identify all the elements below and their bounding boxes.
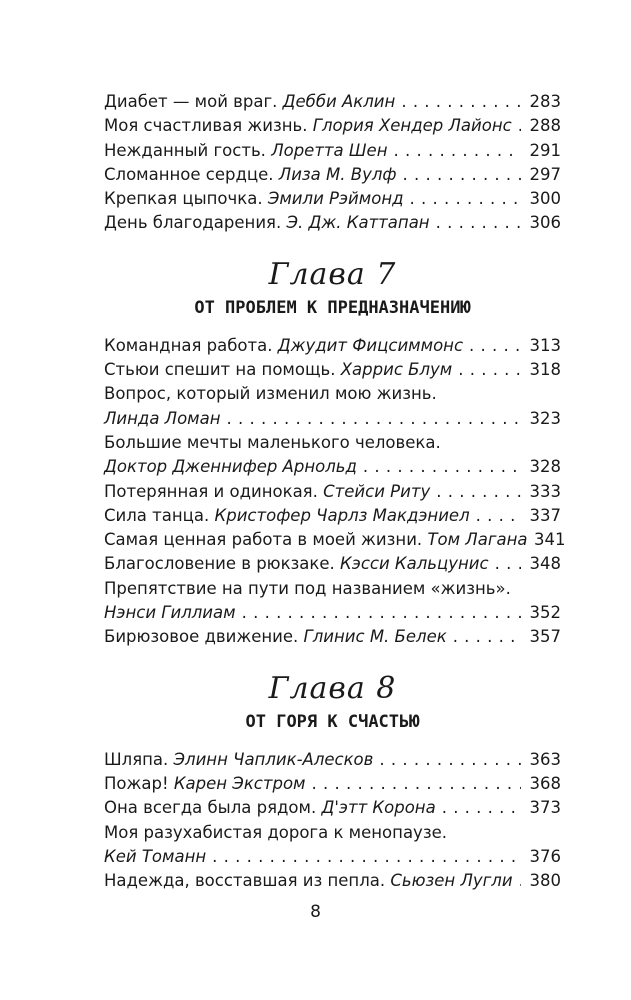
toc-entry	[104, 431, 561, 480]
entry-author: Дебби Аклин	[282, 92, 396, 111]
entry-author: Джудит Фицсиммонс	[277, 335, 464, 355]
entry-page: 352	[529, 603, 561, 623]
page-number: 8	[310, 902, 321, 922]
entry-page: 337	[529, 505, 561, 525]
entry-author: Кэсси Кальцунис	[340, 554, 489, 574]
toc-entry	[104, 90, 561, 114]
dot-leader	[312, 772, 522, 796]
entry-page: 328	[529, 457, 561, 477]
entry-title: Моя счастливая жизнь.	[104, 116, 308, 136]
toc-entry	[104, 504, 561, 528]
entry-author: Том Лагана	[427, 530, 528, 550]
entry-page: 306	[529, 213, 561, 233]
dot-leader	[519, 869, 521, 893]
entry-title: Нежданный гость.	[104, 140, 266, 160]
entry-author: Карен Экстром	[173, 773, 306, 793]
entry-author: Глория Хендер Лайонс	[312, 116, 512, 136]
toc-entry	[104, 187, 561, 211]
toc-entry	[104, 382, 561, 431]
entry-title: Потерянная и одинокая.	[104, 481, 318, 501]
toc-entry	[104, 139, 561, 163]
dot-leader	[401, 90, 521, 114]
toc-entry	[104, 796, 561, 820]
dot-leader	[363, 455, 521, 479]
entry-page: 363	[529, 749, 561, 769]
entry-title: Самая ценная работа в моей жизни.	[104, 530, 423, 550]
entry-row	[104, 407, 561, 431]
entry-author: Глинис М. Белек	[303, 627, 447, 647]
toc-entry	[104, 577, 561, 626]
toc-entry	[104, 528, 566, 552]
dot-leader	[436, 480, 521, 504]
entry-author: Линда Ломан	[104, 408, 221, 428]
chapter-title: ОТ ГОРЯ К СЧАСТЬЮ	[245, 711, 420, 732]
toc-entry	[104, 334, 561, 358]
entry-page: 333	[529, 481, 561, 501]
entry-row	[104, 601, 561, 625]
entry-page: 300	[529, 189, 561, 209]
entry-page: 376	[529, 846, 561, 866]
entry-title: Стьюи спешит на помощь.	[104, 360, 336, 380]
dot-leader	[379, 748, 521, 772]
entry-title: Крепкая цыпочка.	[104, 189, 263, 209]
entry-title: Диабет — мой враг.	[104, 92, 278, 111]
dot-leader	[242, 601, 521, 625]
entry-author: Доктор Дженнифер Арнольд	[104, 457, 357, 477]
entry-page: 357	[529, 627, 561, 647]
toc-entry	[104, 625, 561, 649]
entry-title: Командная работа.	[104, 335, 273, 355]
entry-title: Надежда, восставшая из пепла.	[104, 871, 386, 891]
toc-entry	[104, 211, 561, 235]
dot-leader	[469, 334, 521, 358]
entry-page: 318	[529, 360, 561, 380]
toc-entry	[104, 480, 561, 504]
entry-title: Сломанное сердце.	[104, 164, 274, 184]
chapter-title: ОТ ПРОБЛЕМ К ПРЕДНАЗНАЧЕНИЮ	[194, 297, 471, 318]
dot-leader	[442, 796, 521, 820]
chapter-label: Глава 7	[268, 256, 397, 292]
chapter-heading	[104, 672, 561, 732]
entry-row	[104, 455, 561, 479]
entry-title: День благодарения.	[104, 213, 282, 233]
table-of-contents	[104, 90, 566, 893]
entry-author: Эмили Рэймонд	[267, 189, 404, 209]
entry-title: Шляпа.	[104, 749, 169, 769]
toc-entry	[104, 869, 561, 893]
dot-leader	[227, 407, 521, 431]
toc-entry	[104, 552, 561, 576]
dot-leader	[453, 625, 521, 649]
entry-author: Д'этт Корона	[321, 798, 436, 818]
entry-title: Бирюзовое движение.	[104, 627, 299, 647]
entry-page: 297	[529, 164, 561, 184]
entry-page: 288	[529, 116, 561, 136]
dot-leader	[476, 504, 521, 528]
toc-entry	[104, 748, 561, 772]
dot-leader	[436, 211, 521, 235]
chapter-label: Глава 8	[268, 670, 397, 706]
dot-leader	[393, 139, 521, 163]
entry-page: 323	[529, 408, 561, 428]
entry-title: Сила танца.	[104, 505, 210, 525]
entry-page: 380	[529, 871, 561, 891]
entry-title: Моя разухабистая дорога к менопаузе.	[104, 822, 447, 842]
entry-page: 313	[529, 335, 561, 355]
toc-entry	[104, 358, 561, 382]
chapter-heading	[104, 258, 561, 318]
entry-title: Она всегда была рядом.	[104, 798, 317, 818]
entry-title: Пожар!	[104, 773, 169, 793]
toc-entry	[104, 114, 561, 138]
entry-author: Элинн Чаплик-Алесков	[173, 749, 374, 769]
entry-author: Нэнси Гиллиам	[104, 603, 236, 623]
entry-page: 348	[529, 554, 561, 574]
entry-author: Кристофер Чарлз Макдэниел	[214, 505, 470, 525]
entry-author: Лиза М. Вулф	[278, 164, 397, 184]
entry-title: Благословение в рюкзаке.	[104, 554, 335, 574]
entry-author: Кей Томанн	[104, 846, 207, 866]
entry-author: Сьюзен Лугли	[390, 871, 513, 891]
dot-leader	[518, 114, 521, 138]
entry-row	[104, 845, 561, 869]
dot-leader	[458, 358, 521, 382]
entry-title: Препятствие на пути под названием «жизнь».	[104, 578, 511, 598]
entry-page: 368	[529, 773, 561, 793]
entry-page: 373	[529, 798, 561, 818]
toc-entry	[104, 163, 561, 187]
entry-author: Харрис Блум	[340, 360, 453, 380]
entry-author: Лоретта Шен	[271, 140, 388, 160]
entry-title: Большие мечты маленького человека.	[104, 432, 441, 452]
entry-author: Стейси Риту	[323, 481, 431, 501]
toc-entry	[104, 821, 561, 870]
entry-title: Вопрос, который изменил мою жизнь.	[104, 384, 437, 404]
entry-page: 283	[529, 92, 561, 111]
entry-author: Э. Дж. Каттапан	[286, 213, 430, 233]
entry-page: 341	[534, 530, 566, 550]
entry-page: 291	[529, 140, 561, 160]
dot-leader	[410, 187, 521, 211]
dot-leader	[212, 845, 521, 869]
dot-leader	[495, 552, 521, 576]
toc-entry	[104, 772, 561, 796]
dot-leader	[403, 163, 521, 187]
